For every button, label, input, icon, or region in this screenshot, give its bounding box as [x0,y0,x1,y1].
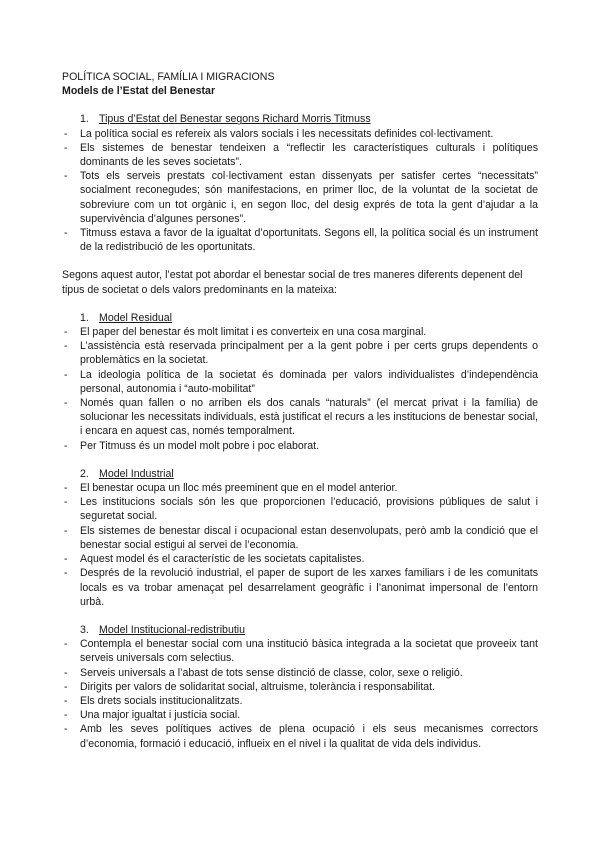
bullet-marker: - [64,368,68,381]
list-item [62,141,538,169]
bullet-text: Dirigits per valors de solidaritat social, altruisme, tolerància i responsabilitat. [80,680,436,693]
bullet-list [62,325,538,453]
list-item [62,339,538,367]
section-heading [80,112,538,126]
list-item [62,694,538,708]
list-item [62,325,538,339]
bullet-list [62,127,538,255]
list-item [62,481,538,495]
bullet-marker: - [64,567,68,580]
document-title: POLÍTICA SOCIAL, FAMÍLIA I MIGRACIONS [62,71,275,83]
list-item [62,226,538,254]
bullet-marker: - [64,340,68,353]
bullet-text: Els sistemes de benestar discal i ocupacional estan desenvolupats, però amb la condició que el benestar social estigui al servei de l’economia. [80,524,538,551]
bullet-text: Només quan fallen o no arriben els dos canals “naturals” (el mercat privat i la família) de solucionar les necessitats individuals, està justificat el recurs a les institucions de benestar social, i encara en aquest cas, només temporalment. [80,397,538,438]
section-model-residual [62,311,538,453]
section-title: Model Industrial [99,467,174,480]
bullet-marker: - [64,482,68,495]
bullet-text: Serveis universals a l’abast de tots sense distinció de classe, color, sexe o religió. [80,666,463,679]
section-heading [80,311,538,325]
section-number: 2. [80,467,89,480]
bullet-text: Les institucions socials són les que proporcionen l’educació, provisions públiques de salut i seguretat social. [80,496,538,523]
bullet-marker: - [64,170,68,183]
bullet-marker: - [64,709,68,722]
bullet-text: La política social es refereix als valors socials i les necessitats definides col·lectivament. [80,127,494,140]
list-item [62,552,538,566]
list-item [62,169,538,226]
bullet-text: Aquest model és el característic de les societats capitalistes. [80,553,365,566]
bullet-text: Tots els serveis prestats col·lectivament estan dissenyats per satisfer certes “necessitats” socialment reconegudes; són manifestacions, en primer lloc, de la voluntat de la societat de sobreviure com un tot orgànic i, en segon lloc, del desig exprés de tota la gent d’ajudar a la supervivència d’algunes persones”. [80,170,538,225]
bullet-text: Els sistemes de benestar tendeixen a “reflectir les característiques culturals i polítiques dominants de les seves societats”. [80,141,538,169]
bullet-marker: - [64,397,68,410]
bullet-marker: - [64,680,68,693]
bullet-marker: - [64,723,68,736]
section-number: 1. [80,311,89,324]
bullet-text: Amb les seves polítiques actives de plena ocupació i els seus mecanismes correctors d’economia, formació i educació, influeix en el nivel i la qualitat de vida dels individus. [80,723,538,750]
section-title: Model Residual [99,311,173,324]
bullet-text: El paper del benestar és molt limitat i es converteix en una cosa marginal. [80,326,427,339]
list-item [62,524,538,552]
bullet-text: Després de la revolució industrial, el paper de suport de les xarxes familiars i de les comunitats locals es va trobar amenaçat pel desarrelament geogràfic i l’anonimat impersonal de l’entorn urbà. [80,567,538,608]
list-item [62,368,538,396]
section-heading [80,623,538,637]
bullet-marker: - [64,326,68,339]
bullet-text: L’assistència està reservada principalment per a la gent pobre i per certs grups dependents o problemàtics en la societat. [80,340,538,367]
bullet-text: Els drets socials institucionalitzats. [80,694,243,707]
bullet-marker: - [64,439,68,452]
document-page [62,70,538,751]
bullet-text: La ideologia política de la societat és dominada per valors individualistes d’independència personal, autonomia i “auto-mobilitat” [80,368,538,395]
bullet-marker: - [64,141,68,154]
bullet-marker: - [64,227,68,240]
bullet-marker: - [64,496,68,509]
list-item [62,637,538,665]
bullet-marker: - [64,524,68,537]
section-heading [80,467,538,481]
list-item [62,708,538,722]
list-item [62,566,538,609]
bullet-text: El benestar ocupa un lloc més preeminent que en el model anterior. [80,482,398,495]
document-subtitle: Models de l’Estat del Benestar [62,85,216,98]
bullet-text: Titmuss estava a favor de la igualtat d’oportunitats. Segons ell, la política social és un instrument de la redistribució de les oportunitats. [80,227,538,254]
bullet-list [62,637,538,751]
section-number: 1. [80,113,89,126]
list-item [62,396,538,439]
section-model-institucional [62,623,538,751]
list-item [62,722,538,750]
bullet-text: Per Titmuss és un model molt pobre i poc elaborat. [80,439,320,452]
list-item [62,666,538,680]
list-item [62,495,538,523]
section-titmuss [62,112,538,254]
bullet-marker: - [64,694,68,707]
list-item [62,127,538,141]
bullet-marker: - [64,553,68,566]
section-title: Model Institucional-redistributiu [99,623,246,636]
bullet-text: Una major igualtat i justícia social. [80,709,241,722]
list-item [62,439,538,453]
section-number: 3. [80,623,89,636]
bullet-list [62,481,538,609]
section-title: Tipus d’Estat del Benestar segons Richard Morris Titmuss [99,113,371,126]
list-item [62,680,538,694]
section-model-industrial [62,467,538,609]
bullet-marker: - [64,666,68,679]
intro-paragraph: Segons aquest autor, l’estat pot abordar el benestar social de tres maneres diferents depenent del tipus de societat o dels valors predominants en la mateixa: [62,269,523,296]
bullet-marker: - [64,127,68,140]
bullet-text: Contempla el benestar social com una institució bàsica integrada a la societat que proveeix tant serveis universals com selectius. [80,638,538,665]
bullet-marker: - [64,638,68,651]
